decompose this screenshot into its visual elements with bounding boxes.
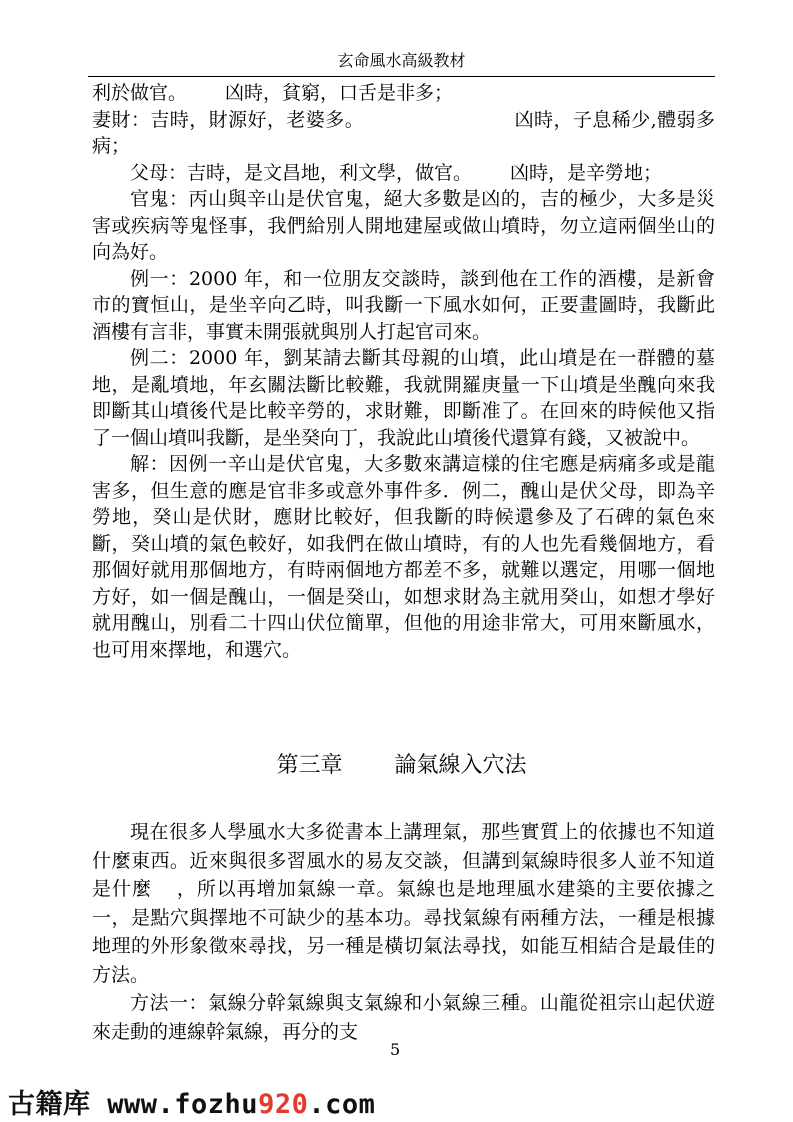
text-span: ，所以再增加氣線一章。氣線也是地理風水建築的主要依據之一，是點穴與擇地不可缺少的基本功。尋找氣線有兩種方法，一種是根據地理的外形象徵來尋找，另一種是橫切氣法尋找，如能互相結合是最佳的方法。 [92, 878, 715, 986]
paragraph [92, 107, 715, 160]
text-span: 凶時，是辛勞地； [510, 161, 663, 184]
chapter-heading [88, 752, 715, 780]
paragraph: 例一：2000 年，和一位朋友交談時，談到他在工作的酒樓，是新會市的寶恒山，是坐辛向乙時，叫我斷一下風水如何，正要畫圖時，我斷此酒樓有言非，事實未開張就與別人打起官司來。 [92, 267, 715, 343]
watermark-url-a: www.fozhu [107, 1089, 259, 1120]
paragraph [92, 160, 715, 187]
chapter-number: 第三章 [276, 753, 343, 778]
page-number: 5 [390, 1040, 401, 1059]
body-text [92, 80, 715, 663]
paragraph: 官鬼：丙山與辛山是伏官鬼，絕大多數是凶的，吉的極少，大多是災害或疾病等鬼怪事，我們給別人開地建屋或做山墳時，勿立這兩個坐山的向為好。 [92, 188, 715, 263]
text-span: 凶時，貧窮，口舌是非多； [225, 82, 454, 104]
chapter-body [92, 818, 715, 1046]
watermark-cn: 古籍库 [8, 1089, 91, 1120]
running-header: 玄命風水高級教材 [337, 51, 466, 70]
paragraph [92, 80, 715, 107]
paragraph: 解：因例一辛山是伏官鬼，大多數來講這樣的住宅應是病痛多或是龍害多，但生意的應是官非多或意外事件多．例二，醜山是伏父母，即為辛勞地，癸山是伏財，應財比較好，但我斷的時候還參及了石碑的氣色來斷，癸山墳的氣色較好，如我們在做山墳時，有的人也先看幾個地方，看那個好就用那個地方，有時兩個地方都差不多，就難以選定，用哪一個地方好，如一個是醜山，一個是癸山，如想求財為主就用癸山，如想才學好就用醜山，別看二十四山伏位簡單，但他的用途非常大，可用來斷風水，也可用來擇地，和選穴。 [92, 453, 715, 661]
text-span: 利於做官。 [92, 82, 188, 104]
chapter-title: 論氣線入穴法 [394, 753, 527, 778]
paragraph: 方法一：氣線分幹氣線與支氣線和小氣線三種。山龍從祖宗山起伏遊來走動的連線幹氣線，再分的支 [92, 992, 715, 1043]
text-span: 妻財：吉時，財源好，老婆多。 [92, 108, 365, 131]
header-rule [88, 76, 715, 77]
text-span: 凶時，子息稀少,體弱多病； [92, 108, 715, 157]
paragraph [92, 818, 715, 989]
text-span: 父母：吉時，是文昌地，利文學，做官。 [130, 161, 473, 184]
paragraph: 例二：2000 年，劉某請去斷其母親的山墳，此山墳是在一群體的墓地，是亂墳地，年玄關法斷比較難，我就開羅庚量一下山墳是坐醜向來我即斷其山墳後代是比較辛勞的，求財難，即斷准了。在回來的時候他又指了一個山墳叫我斷，是坐癸向丁，我說此山墳後代還算有錢，又被說中。 [92, 347, 715, 449]
site-watermark [8, 1082, 375, 1121]
text-span: 現在很多人學風水大多從書本上講理氣，那些實質上的依據也不知道什麼東西。近來與很多習風水的易友交談，但講到氣線時很多人並不知道是什麼 [92, 821, 715, 900]
watermark-url-c: .com [308, 1089, 376, 1120]
watermark-url-b: 920 [258, 1089, 309, 1120]
